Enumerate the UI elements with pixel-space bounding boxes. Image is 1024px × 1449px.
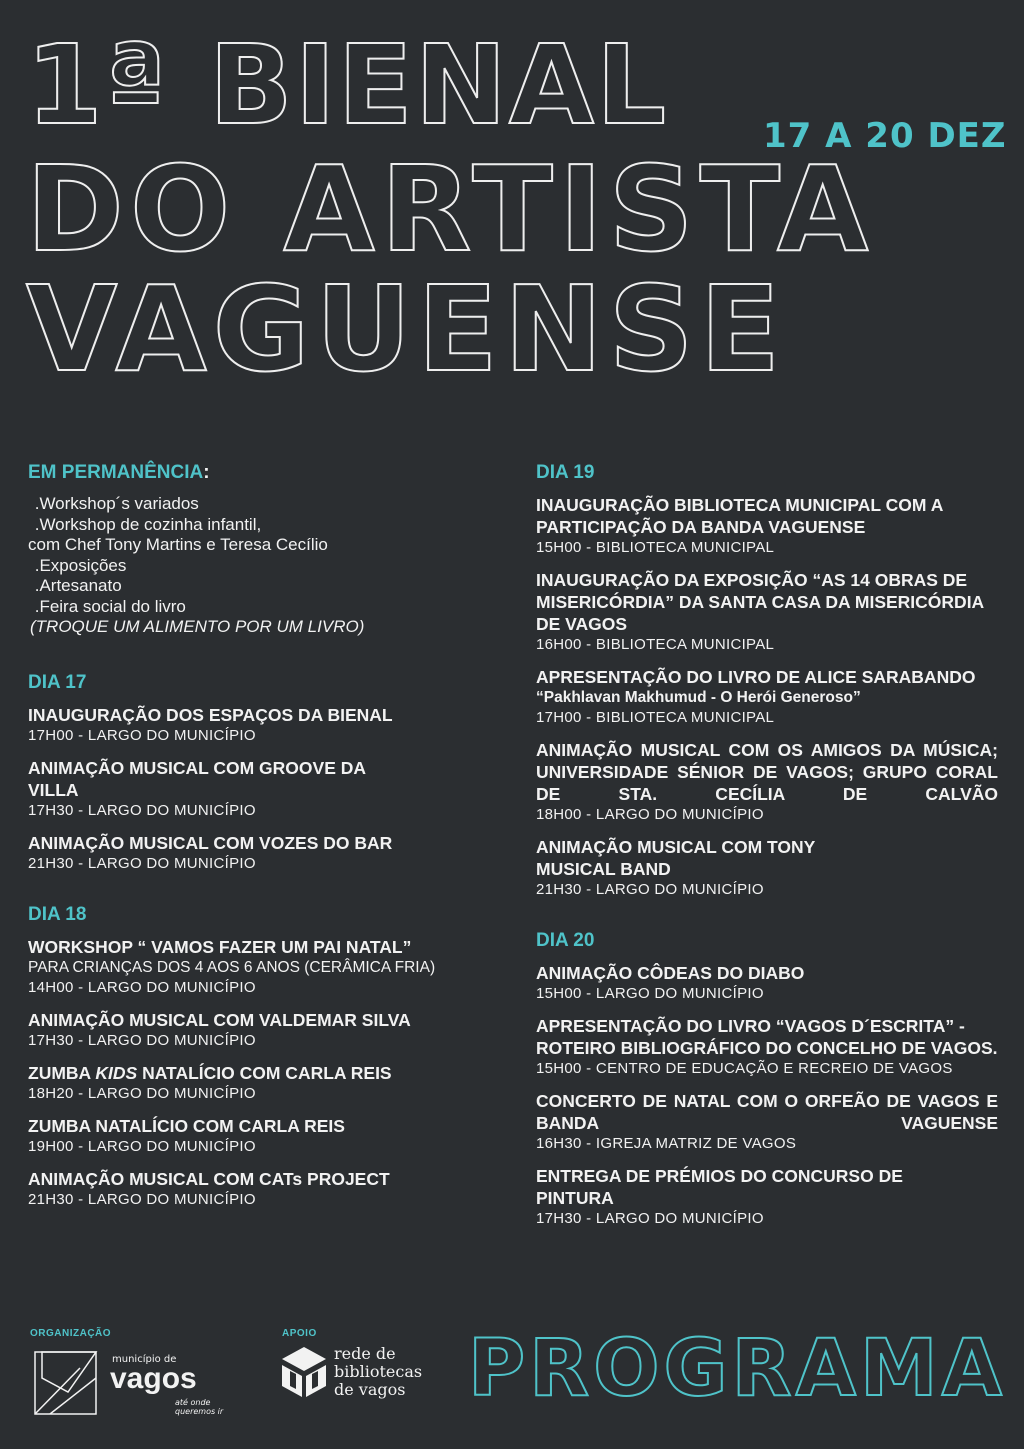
event-time: 21H30 - LARGO DO MUNICÍPIO <box>28 1190 256 1208</box>
event-item <box>28 1115 498 1157</box>
event-title: APRESENTAÇÃO DO LIVRO DE ALICE SARABANDO <box>536 667 976 687</box>
event-title: ANIMAÇÃO CÔDEAS DO DIABO <box>536 963 805 983</box>
event-time: 14H00 - LARGO DO MUNICÍPIO <box>28 978 256 996</box>
event-title: ANIMAÇÃO MUSICAL COM VALDEMAR SILVA <box>28 1009 411 1030</box>
left-column <box>28 462 498 1240</box>
permanencia-colon: : <box>203 462 210 483</box>
day-19-heading: DIA 19 <box>536 462 595 483</box>
vagos-tagline: até onde queremos ir <box>175 1398 224 1416</box>
event-title: ANIMAÇÃO MUSICAL COM GROOVE DA VILLA <box>28 757 366 800</box>
municipio-vagos-logo <box>30 1348 250 1418</box>
event-title: INAUGURAÇÃO DOS ESPAÇOS DA BIENAL <box>28 704 393 725</box>
event-time: 15H00 - LARGO DO MUNICÍPIO <box>536 985 764 1002</box>
title-line-3: VAGUENSE <box>26 260 787 398</box>
event-title: APRESENTAÇÃO DO LIVRO “VAGOS D´ESCRITA” - ROTEIRO BIBLIOGRÁFICO DO CONCELHO DE VAGOS. <box>536 1016 998 1058</box>
event-item <box>536 1090 998 1154</box>
event-time: 17H30 - LARGO DO MUNICÍPIO <box>28 801 256 819</box>
event-item <box>28 1009 498 1051</box>
event-time: 17H00 - LARGO DO MUNICÍPIO <box>28 726 256 744</box>
event-subtitle: “Pakhlavan Makhumud - O Herói Generoso” <box>536 689 861 706</box>
list-item: .Artesanato <box>30 576 122 595</box>
event-time: 15H00 - BIBLIOTECA MUNICIPAL <box>536 539 775 556</box>
rede-line-1: rede de <box>334 1344 396 1363</box>
permanencia-list <box>30 494 498 638</box>
event-item <box>28 1062 498 1104</box>
event-item <box>536 494 998 558</box>
rede-line-2: bibliotecas <box>334 1362 423 1381</box>
permanencia-heading <box>28 462 498 484</box>
event-item <box>28 832 498 874</box>
event-title: CONCERTO DE NATAL COM O ORFEÃO DE VAGOS E BANDA VAGUENSE <box>536 1091 998 1133</box>
day-19-block <box>536 462 998 900</box>
rede-bibliotecas-logo <box>280 1345 450 1415</box>
programa-title: PROGRAMA <box>468 1324 1006 1414</box>
event-time: 17H30 - LARGO DO MUNICÍPIO <box>28 1031 256 1049</box>
day-17-heading: DIA 17 <box>28 671 87 693</box>
day-18-heading: DIA 18 <box>28 903 87 925</box>
rede-line-3: de vagos <box>334 1380 406 1399</box>
event-dates: 17 A 20 DEZ <box>763 116 1007 156</box>
event-title: INAUGURAÇÃO DA EXPOSIÇÃO “AS 14 OBRAS DE MISERICÓRDIA” DA SANTA CASA DA MISERICÓRDIA DE VAGOS <box>536 570 984 634</box>
vagos-subtitle: município de <box>112 1354 177 1365</box>
title-line-1: 1ª BIENAL <box>26 21 669 149</box>
title-line-2: DO ARTISTA <box>26 140 875 278</box>
event-title: ANIMAÇÃO MUSICAL COM OS AMIGOS DA MÚSICA; UNIVERSIDADE SÉNIOR DE VAGOS; GRUPO CORAL DE STA. CECÍLIA DE CALVÃO <box>536 740 998 804</box>
list-item: .Workshop´s variados <box>30 494 199 513</box>
event-item <box>28 704 498 746</box>
day-20-block <box>536 930 998 1229</box>
event-item <box>536 1015 998 1079</box>
vagos-emblem-icon <box>30 1348 100 1418</box>
list-item: .Workshop de cozinha infantil, <box>30 514 262 534</box>
event-title: ENTREGA DE PRÉMIOS DO CONCURSO DE PINTURA <box>536 1166 903 1208</box>
event-time: 21H30 - LARGO DO MUNICÍPIO <box>536 881 764 898</box>
apoio-label: APOIO <box>282 1328 317 1339</box>
event-item <box>536 666 998 728</box>
vagos-wordmark: vagos <box>110 1362 197 1395</box>
event-title-pre: ZUMBA <box>28 1062 96 1083</box>
event-item <box>536 962 998 1004</box>
event-time: 18H00 - LARGO DO MUNICÍPIO <box>536 806 764 823</box>
event-item <box>28 757 498 821</box>
event-time: 16H00 - BIBLIOTECA MUNICIPAL <box>536 636 775 653</box>
event-title: ANIMAÇÃO MUSICAL COM TONY MUSICAL BAND <box>536 837 816 879</box>
event-subtitle: PARA CRIANÇAS DOS 4 AOS 6 ANOS (CERÂMICA FRIA) <box>28 958 436 976</box>
list-item: com Chef Tony Martins e Teresa Cecílio <box>28 535 328 554</box>
event-time: 17H00 - BIBLIOTECA MUNICIPAL <box>536 709 775 726</box>
list-item: .Exposições <box>30 555 127 575</box>
day-18-block <box>28 904 498 1210</box>
event-title: ZUMBA NATALÍCIO COM CARLA REIS <box>28 1115 345 1136</box>
event-title <box>28 1062 498 1084</box>
list-item: (TROQUE UM ALIMENTO POR UM LIVRO) <box>30 617 365 636</box>
event-item <box>28 1168 498 1210</box>
event-item <box>536 1165 998 1229</box>
event-time: 15H00 - CENTRO DE EDUCAÇÃO E RECREIO DE VAGOS <box>536 1060 953 1077</box>
permanencia-heading-text: EM PERMANÊNCIA <box>28 462 204 483</box>
event-time: 18H20 - LARGO DO MUNICÍPIO <box>28 1084 256 1102</box>
event-item <box>536 836 998 900</box>
event-title: INAUGURAÇÃO BIBLIOTECA MUNICIPAL COM A PARTICIPAÇÃO DA BANDA VAGUENSE <box>536 495 943 537</box>
right-column <box>536 462 998 1259</box>
event-item <box>28 936 498 998</box>
event-title-post: NATALÍCIO COM CARLA REIS <box>137 1062 392 1083</box>
day-20-heading: DIA 20 <box>536 930 595 951</box>
event-item <box>536 739 998 825</box>
event-title: ANIMAÇÃO MUSICAL COM CATs PROJECT <box>28 1168 390 1189</box>
event-item <box>536 569 998 655</box>
day-17-block <box>28 672 498 874</box>
event-title: WORKSHOP “ VAMOS FAZER UM PAI NATAL” <box>28 936 412 957</box>
list-item: .Feira social do livro <box>30 596 186 616</box>
organizacao-label: ORGANIZAÇÃO <box>30 1328 112 1339</box>
rede-emblem-icon <box>280 1345 328 1399</box>
rede-text <box>334 1345 422 1399</box>
event-time: 19H00 - LARGO DO MUNICÍPIO <box>28 1137 256 1155</box>
event-time: 16H30 - IGREJA MATRIZ DE VAGOS <box>536 1135 797 1152</box>
event-title: ANIMAÇÃO MUSICAL COM VOZES DO BAR <box>28 832 393 853</box>
event-time: 21H30 - LARGO DO MUNICÍPIO <box>28 854 256 872</box>
event-time: 17H30 - LARGO DO MUNICÍPIO <box>536 1210 764 1227</box>
event-title-em: KIDS <box>95 1062 138 1083</box>
